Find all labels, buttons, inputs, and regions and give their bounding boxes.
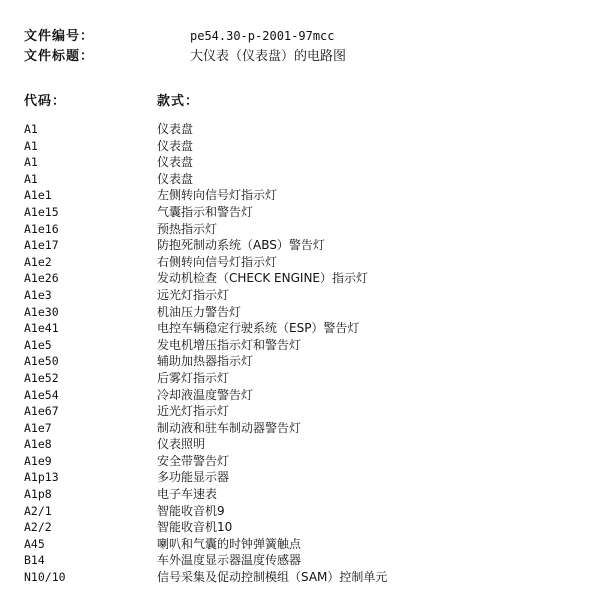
table-row (24, 503, 584, 520)
row-description: 智能收音机10 (157, 520, 233, 535)
row-code: A1e5 (24, 337, 52, 352)
row-code: A1e8 (24, 437, 52, 452)
row-code: A1e17 (24, 238, 59, 253)
document-title-label: 文件标题： (24, 49, 95, 64)
row-description: 仪表盘 (157, 138, 194, 153)
row-code: A1 (24, 122, 38, 136)
row-code: A1 (24, 138, 38, 153)
row-description: 仪表盘 (157, 171, 194, 186)
row-description: 左侧转向信号灯指示灯 (157, 188, 278, 203)
type-column-header: 款式： (157, 94, 200, 109)
row-description: 后雾灯指示灯 (157, 370, 230, 385)
row-description: 信号采集及促动控制模组（SAM）控制单元 (157, 570, 388, 585)
row-description: 智能收音机9 (157, 503, 225, 518)
row-code: A1e50 (24, 354, 59, 369)
table-row (24, 237, 584, 254)
row-description: 发电机增压指示灯和警告灯 (157, 337, 302, 352)
row-code: A1 (24, 155, 38, 170)
table-row (24, 320, 584, 337)
table-row (24, 519, 584, 536)
row-description: 仪表照明 (157, 437, 206, 452)
code-column-header: 代码： (24, 94, 67, 109)
row-description: 远光灯指示灯 (157, 287, 230, 302)
row-description: 防抱死制动系统（ABS）警告灯 (157, 238, 325, 253)
row-code: A1e1 (24, 188, 52, 203)
table-row (24, 171, 584, 188)
row-code: A1e3 (24, 287, 52, 302)
table-row (24, 387, 584, 404)
row-code: A2/2 (24, 520, 52, 535)
row-description: 安全带警告灯 (157, 453, 230, 468)
table-row (24, 436, 584, 453)
table-row (24, 187, 584, 204)
table-row (24, 121, 584, 138)
table-row (24, 287, 584, 304)
table-row (24, 370, 584, 387)
table-row (24, 552, 584, 569)
row-description: 仪表盘 (157, 122, 194, 136)
table-row (24, 154, 584, 171)
row-code: A45 (24, 536, 45, 551)
table-row (24, 453, 584, 470)
row-code: A1e30 (24, 304, 59, 319)
row-description: 仪表盘 (157, 155, 194, 170)
table-row (24, 403, 584, 420)
table-row (24, 270, 584, 287)
row-code: A1e67 (24, 404, 59, 419)
document-number-label: 文件编号： (24, 29, 95, 44)
row-code: N10/10 (24, 570, 66, 585)
row-code: A1e41 (24, 321, 59, 336)
row-description: 右侧转向信号灯指示灯 (157, 254, 278, 269)
table-row (24, 469, 584, 486)
component-list (24, 121, 584, 586)
table-row (24, 204, 584, 221)
document-title-value: 大仪表（仪表盘）的电路图 (190, 49, 347, 64)
table-row (24, 353, 584, 370)
table-row (24, 486, 584, 503)
row-description: 制动液和驻车制动器警告灯 (157, 420, 302, 435)
table-row (24, 569, 584, 586)
row-code: A2/1 (24, 503, 52, 518)
row-description: 多功能显示器 (157, 470, 230, 485)
row-code: A1e7 (24, 420, 52, 435)
table-row (24, 304, 584, 321)
row-code: A1e15 (24, 204, 59, 219)
document-number-value: pe54.30-p-2001-97mcc (190, 29, 335, 43)
row-code: A1 (24, 171, 38, 186)
row-code: A1e26 (24, 271, 59, 286)
row-code: B14 (24, 553, 45, 568)
row-description: 电子车速表 (157, 487, 218, 502)
row-description: 车外温度显示器温度传感器 (157, 553, 302, 568)
row-description: 辅助加热器指示灯 (157, 354, 254, 369)
row-code: A1p13 (24, 470, 59, 485)
row-code: A1e52 (24, 370, 59, 385)
row-code: A1e9 (24, 453, 52, 468)
table-row (24, 138, 584, 155)
row-code: A1p8 (24, 487, 52, 502)
table-row (24, 420, 584, 437)
row-description: 喇叭和气囊的时钟弹簧触点 (157, 536, 302, 551)
row-description: 近光灯指示灯 (157, 404, 230, 419)
row-description: 冷却液温度警告灯 (157, 387, 254, 402)
table-row (24, 536, 584, 553)
row-code: A1e54 (24, 387, 59, 402)
row-description: 气囊指示和警告灯 (157, 204, 254, 219)
row-description: 机油压力警告灯 (157, 304, 242, 319)
table-row (24, 337, 584, 354)
row-description: 电控车辆稳定行驶系统（ESP）警告灯 (157, 321, 360, 336)
table-row (24, 221, 584, 238)
row-description: 预热指示灯 (157, 221, 218, 236)
row-description: 发动机检查（CHECK ENGINE）指示灯 (157, 271, 369, 286)
row-code: A1e2 (24, 254, 52, 269)
table-row (24, 254, 584, 271)
row-code: A1e16 (24, 221, 59, 236)
